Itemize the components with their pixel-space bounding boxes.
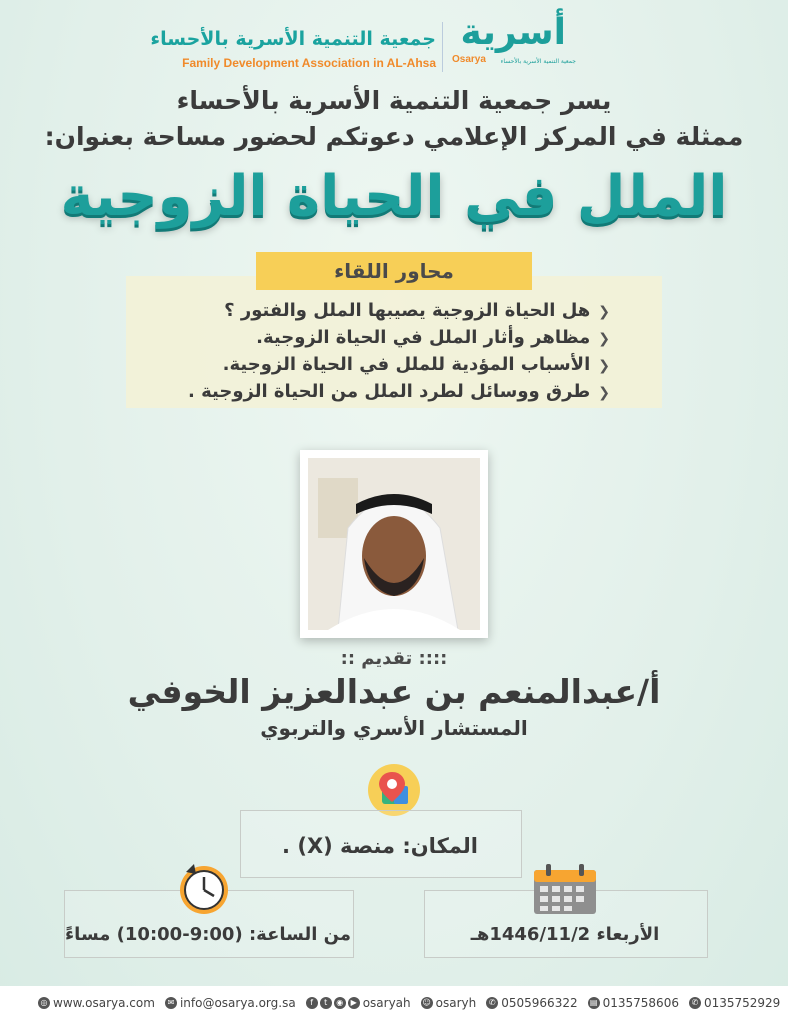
phone-icon: ✆ — [689, 997, 701, 1009]
map-pin-icon — [368, 764, 420, 816]
snapchat-icon: ☺ — [422, 998, 431, 1007]
org-name-ar: جمعية التنمية الأسرية بالأحساء — [150, 28, 436, 50]
twitter-icon: t — [320, 997, 332, 1009]
whatsapp-icon: ✆ — [486, 997, 498, 1009]
globe-icon: ◎ — [38, 997, 50, 1009]
topic-text: مظاهر وأثار الملل في الحياة الزوجية. — [256, 327, 591, 348]
fax-text: 0135758606 — [602, 996, 679, 1010]
logo-text-ar: أسرية — [460, 12, 566, 53]
date-text: الأربعاء 1446/11/2هـ — [470, 924, 660, 945]
topic-item — [188, 325, 610, 352]
social-icons — [306, 997, 360, 1009]
presenter-name: أ/عبدالمنعم بن عبدالعزيز الخوفي — [127, 672, 661, 711]
presenter-photo — [300, 450, 488, 638]
logo-text-en: Osarya — [452, 54, 486, 65]
mail-icon: ✉ — [165, 997, 177, 1009]
footer — [0, 986, 788, 1024]
calendar-icon — [532, 862, 598, 916]
topics-list — [188, 298, 610, 406]
social-accounts-1[interactable] — [306, 996, 411, 1010]
footer-contacts — [38, 996, 780, 1010]
topic-text: هل الحياة الزوجية يصيبها الملل والفتور ؟ — [224, 300, 591, 321]
presenter-photo-image — [308, 458, 480, 630]
phone-link[interactable] — [689, 996, 780, 1010]
fax-link[interactable] — [588, 996, 679, 1010]
chevron-left-icon: ❮ — [598, 385, 610, 401]
topic-text: الأسباب المؤدية للملل في الحياة الزوجية. — [222, 354, 591, 375]
intro-line-2: ممثلة في المركز الإعلامي دعوتكم لحضور مساحة بعنوان: — [44, 122, 744, 151]
topic-text: طرق ووسائل لطرد الملل من الحياة الزوجية . — [187, 381, 591, 402]
chevron-left-icon: ❮ — [598, 358, 610, 374]
whatsapp-link[interactable] — [486, 996, 577, 1010]
logo-subtext: جمعية التنمية الأسرية بالأحساء — [500, 58, 576, 65]
phone-text: 0135752929 — [703, 996, 781, 1010]
presenter-portrait-icon — [308, 458, 480, 630]
org-name-en: Family Development Association in AL-Ahsa — [182, 56, 436, 70]
location-text: المكان: منصة (X) . — [282, 834, 478, 858]
time-text: من الساعة: (9:00-10:00) مساءً — [64, 924, 351, 945]
chevron-left-icon: ❮ — [598, 331, 610, 347]
social1-text: osaryah — [362, 996, 411, 1010]
topics-heading: محاور اللقاء — [256, 252, 532, 290]
presenter-label: :::: تقديم :: — [340, 648, 448, 669]
website-link[interactable] — [38, 996, 155, 1010]
osarya-logo — [448, 12, 580, 76]
presenter-role: المستشار الأسري والتربوي — [260, 716, 528, 740]
instagram-icon: ◉ — [334, 997, 346, 1009]
fax-icon: ▤ — [588, 997, 600, 1009]
whatsapp-text: 0505966322 — [501, 996, 578, 1010]
clock-icon — [176, 860, 232, 916]
social2-text: osaryh — [435, 996, 477, 1010]
event-title: الملل في الحياة الزوجية — [60, 164, 728, 229]
youtube-icon: ▶ — [348, 997, 360, 1009]
intro-line-1: يسر جمعية التنمية الأسرية بالأحساء — [176, 86, 612, 115]
header — [0, 14, 788, 76]
topic-item — [188, 379, 610, 406]
facebook-icon: f — [306, 997, 318, 1009]
social-accounts-2[interactable] — [421, 996, 477, 1010]
topic-item — [188, 352, 610, 379]
email-text: info@osarya.org.sa — [179, 996, 296, 1010]
website-text: www.osarya.com — [53, 996, 155, 1010]
topic-item — [188, 298, 610, 325]
logo-divider — [442, 22, 443, 72]
chevron-left-icon: ❮ — [598, 304, 610, 320]
email-link[interactable] — [165, 996, 296, 1010]
